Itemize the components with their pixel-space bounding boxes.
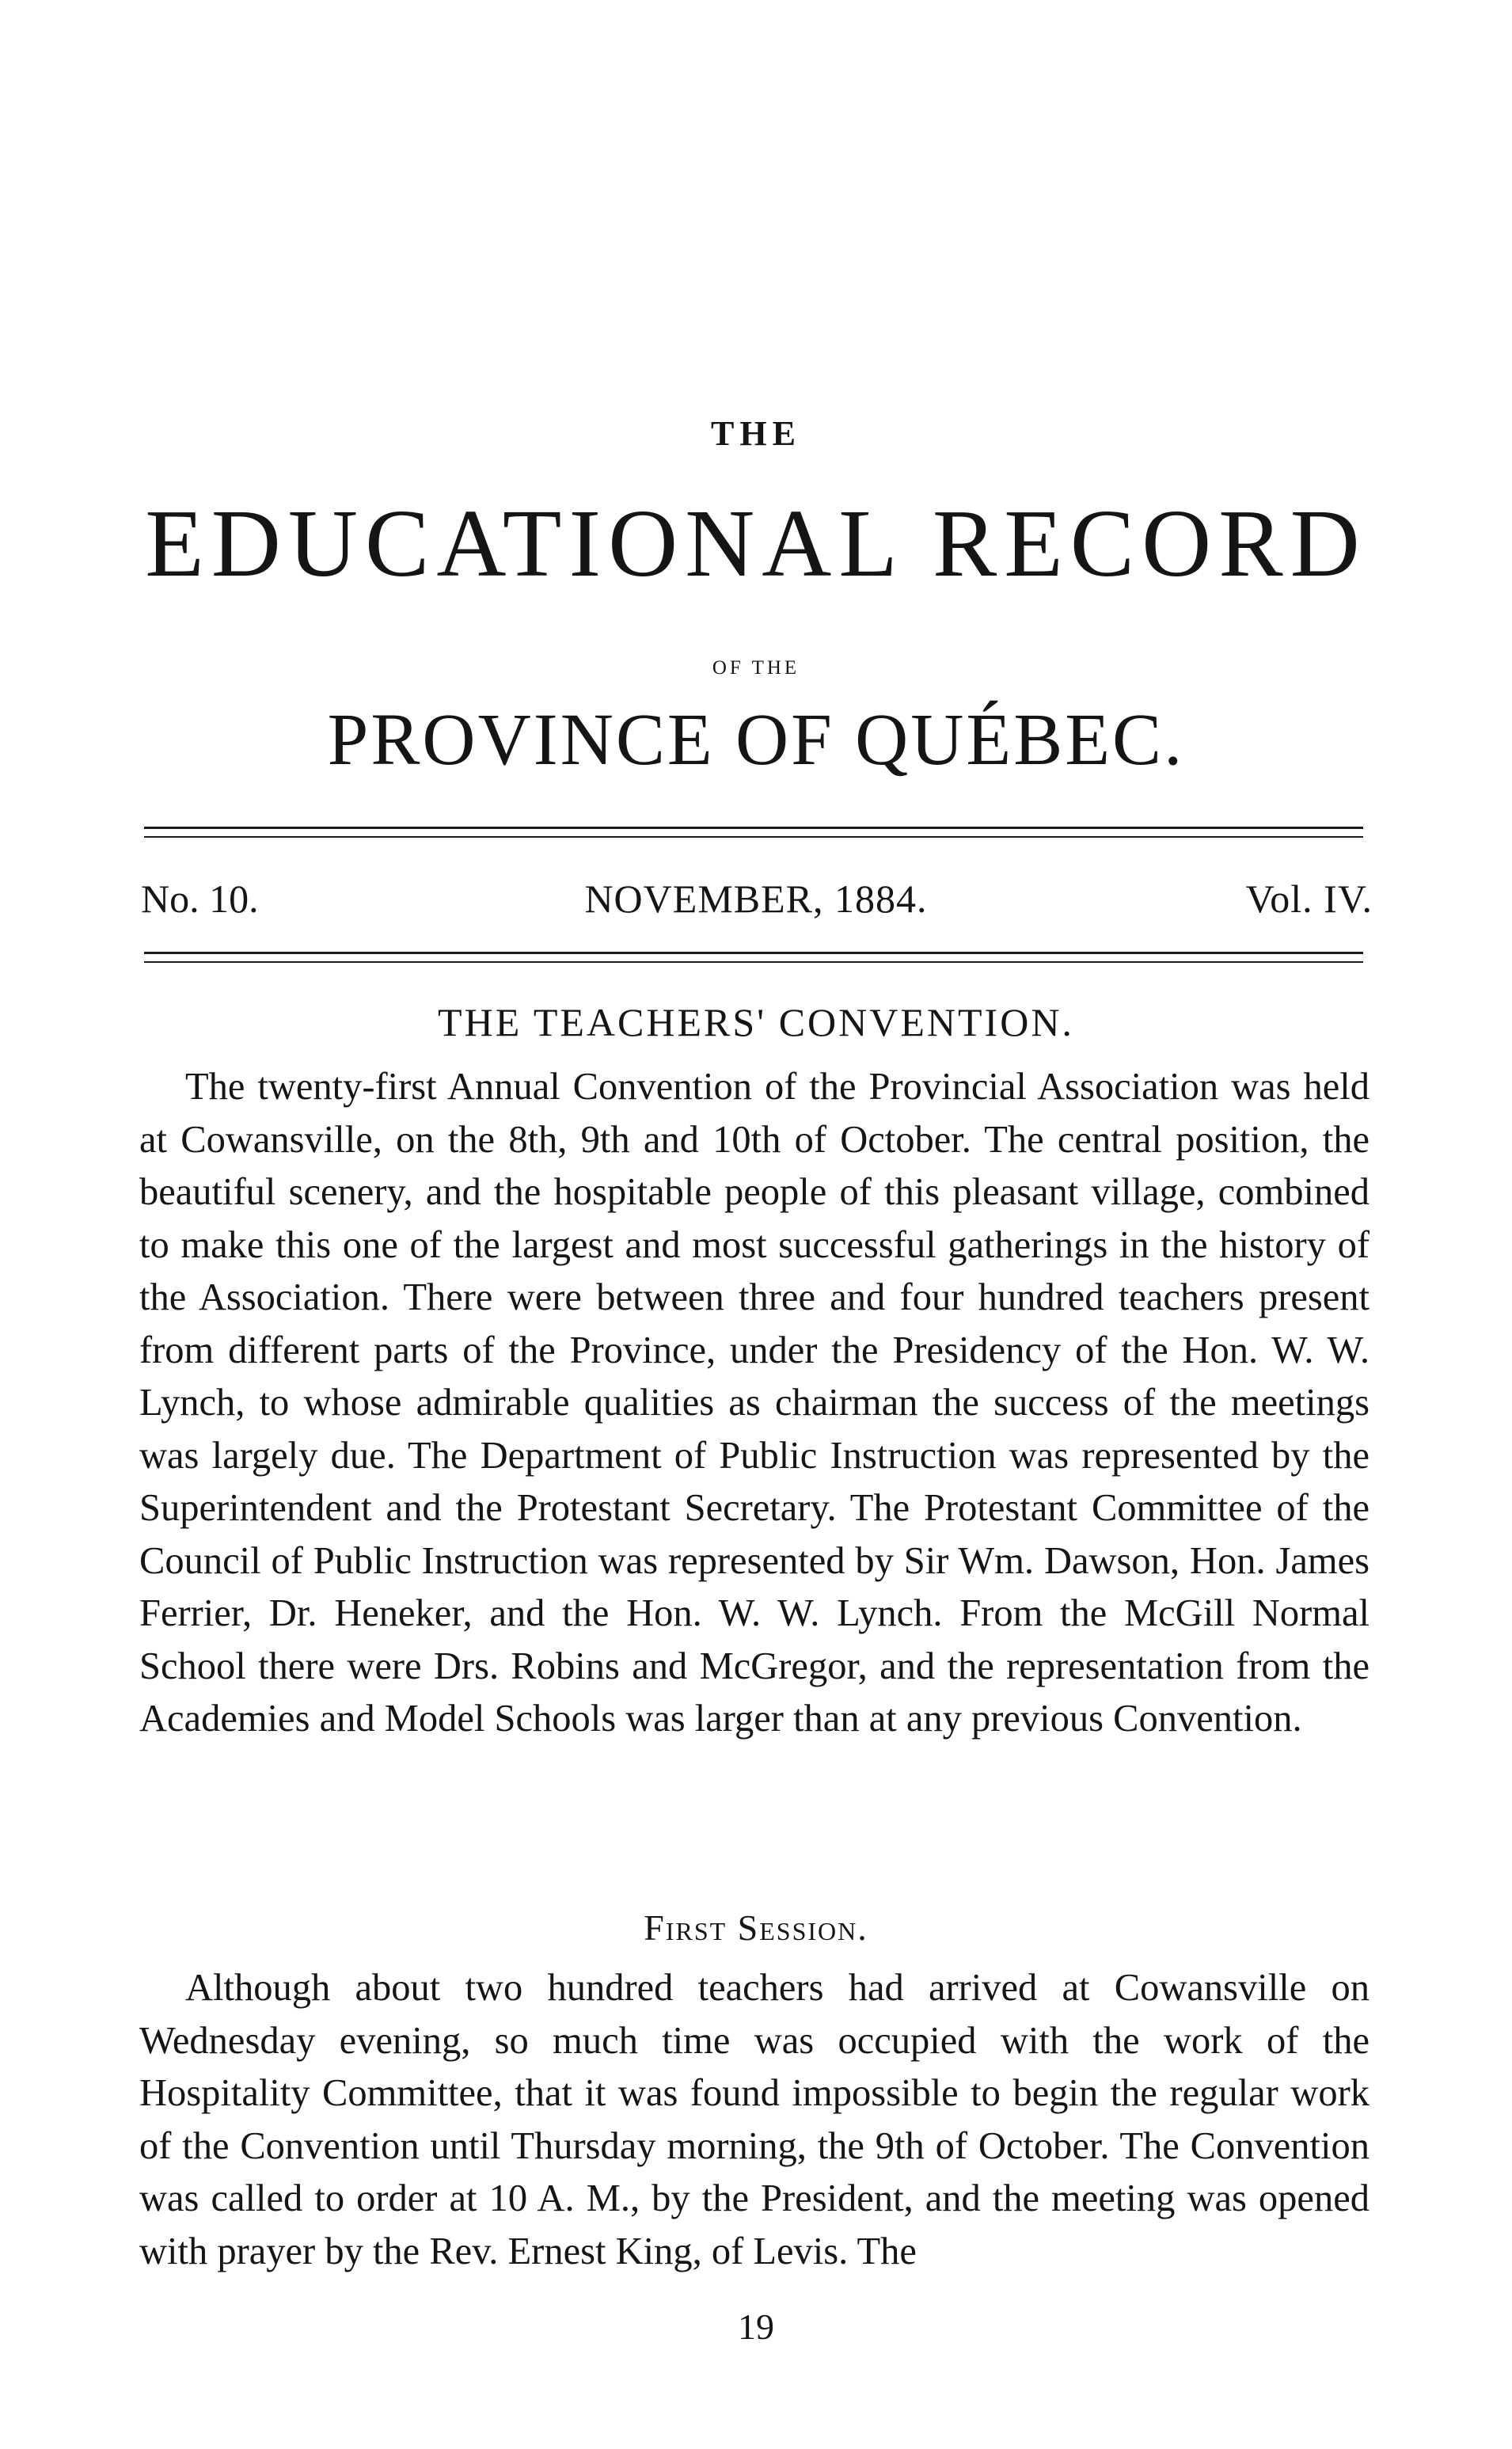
- bottom-rule-2: [144, 961, 1363, 963]
- bottom-rule-1: [144, 952, 1363, 954]
- top-rule-1: [144, 827, 1363, 829]
- journal-title: EDUCATIONAL RECORD: [145, 490, 1367, 597]
- session-paragraph-block: [139, 1962, 1370, 2278]
- issue-date: NOVEMBER, 1884.: [584, 877, 928, 921]
- top-rule-2: [144, 836, 1363, 838]
- page-number: 19: [738, 2306, 774, 2347]
- issue-volume: Vol. IV.: [1245, 877, 1373, 921]
- issue-number: No. 10.: [141, 877, 259, 921]
- intro-paragraph-block: [139, 1061, 1370, 1746]
- article-title: THE TEACHERS' CONVENTION.: [438, 1000, 1074, 1044]
- session-paragraph: Although about two hundred teachers had arrived at Cowansville on Wednesday evening, so much time was occupied with the work of the Hospitality Committee, that it was found impossible to begin the regular work of the Convention until Thursday morning, the 9th of October. The Convention was called to order at 10 A. M., by the President, and the meeting was opened with prayer by the Rev. Ernest King, of Levis. The: [139, 1967, 1370, 2272]
- intro-paragraph: The twenty-first Annual Convention of the Provincial Association was held at Cowansville, on the 8th, 9th and 10th of October. The central position, the beautiful scenery, and the hospitable people of this pleasant village, combined to make this one of the largest and most successful gatherings in the history of the Association. There were between three and four hundred teachers present from different parts of the Province, under the Presidency of the Hon. W. W. Lynch, to whose admirable qualities as chairman the success of the meetings was largely due. The Department of Public Instruction was represented by the Superintendent and the Protestant Secretary. The Protestant Committee of the Council of Public Instruction was represented by Sir Wm. Dawson, Hon. James Ferrier, Dr. Heneker, and the Hon. W. W. Lynch. From the McGill Normal School there were Drs. Robins and McGregor, and the representation from the Academies and Model Schools was larger than at any previous Convention.: [139, 1066, 1370, 1740]
- header-the: THE: [711, 414, 801, 453]
- header-of-the: OF THE: [712, 657, 800, 679]
- session-title: First Session.: [644, 1907, 868, 1948]
- journal-subtitle: PROVINCE OF QUÉBEC.: [327, 699, 1185, 781]
